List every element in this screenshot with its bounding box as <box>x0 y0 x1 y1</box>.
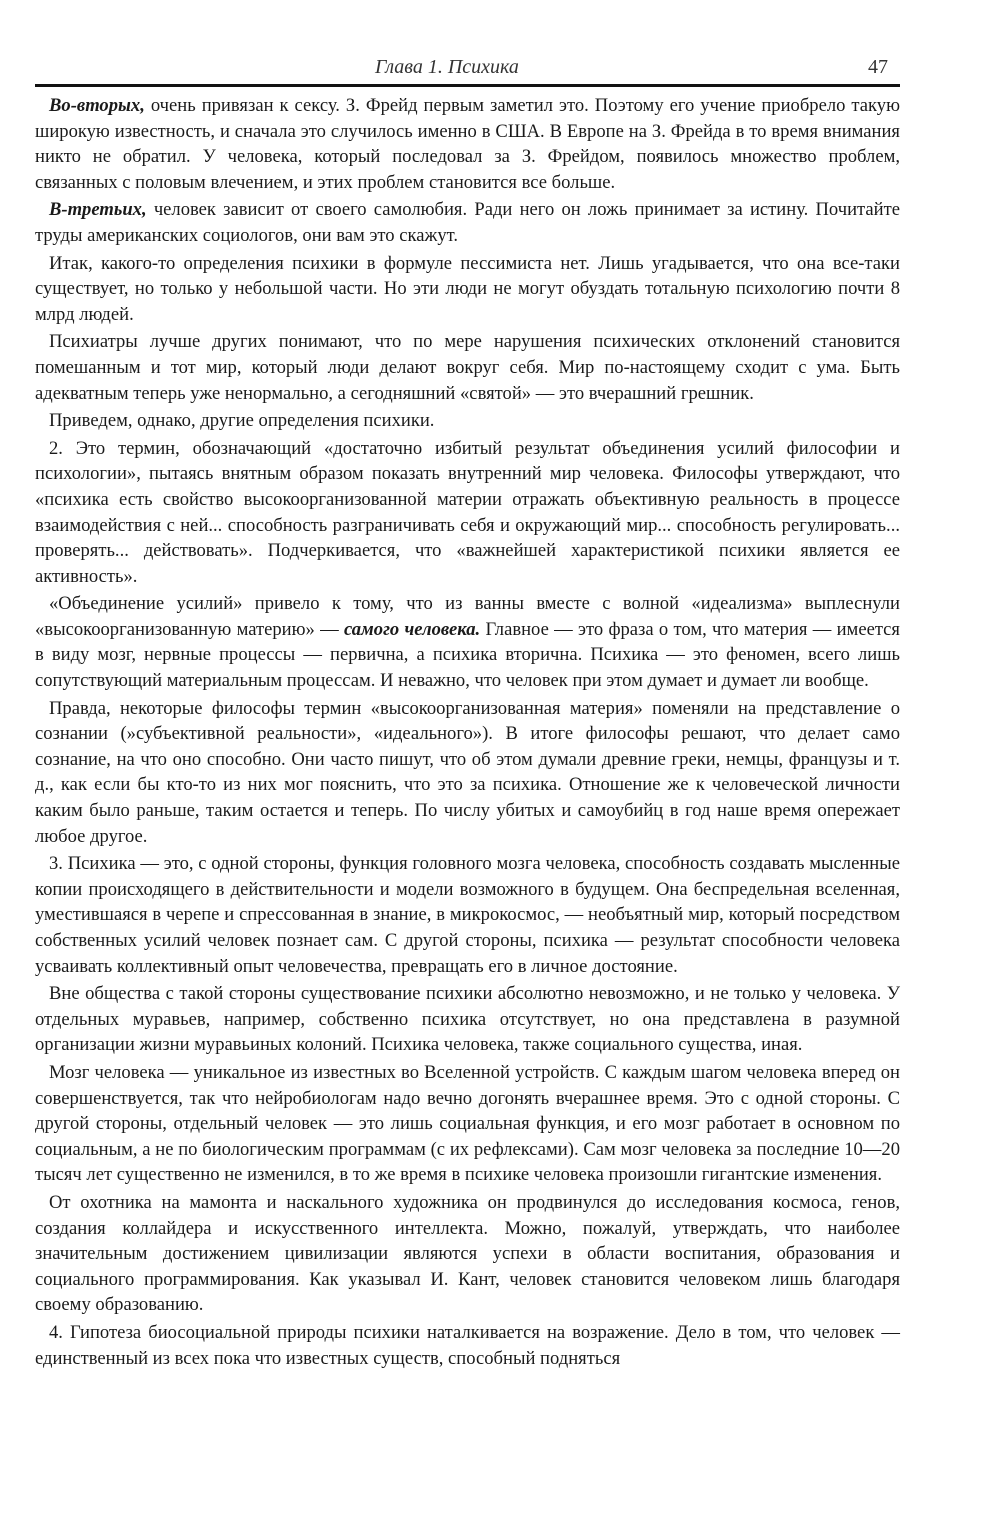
paragraph-lead: В-третьих, <box>49 199 147 221</box>
paragraph-text: 4. Гипотеза биосоциальной природы психики наталкивается на возражение. Дело в том, что человек — единственный из всех пока что известных существ, способный подняться <box>35 1321 900 1369</box>
paragraph-text: очень привязан к сексу. З. Фрейд первым заметил это. Поэтому его учение приобрело такую широкую известность, и сначала это случилось именно в США. В Европе на З. Фрейда в то время внимания никто не обратил. У человека, который последовал за З. Фрейдом, появилось множество проблем, связанных с половым влечением, и этих проблем становится все больше. <box>35 95 900 193</box>
paragraph <box>35 981 900 1058</box>
paragraph-text: Мозг человека — уникальное из известных во Вселенной устройств. С каждым шагом человека вперед он совершенствуется, так что нейробиологам надо вечно догонять вчерашнее время. Это с одной стороны. С другой стороны, отдельный человек — это лишь социальная функция, и его мозг работает в основном по социальным, а не по биологическим программам (с их рефлексами). Сам мозг человека за последние 10—20 тысяч лет существенно не изменился, в то же время в психике человека произошли гигантские изменения. <box>35 1061 900 1186</box>
emphasis: самого человека. <box>343 618 481 640</box>
running-header <box>35 50 900 84</box>
paragraph-text: 3. Психика — это, с одной стороны, функция головного мозга человека, способность создавать мысленные копии происходящего в действительности и модели возможного в будущем. Она беспредельная вселенная, уместившаяся в черепе и спрессованная в знание, в микрокосмос, — необъятный мир, который посредством собственных усилий человек познает сам. С другой стороны, психика — результат способности человека усваивать коллективный опыт человечества, превращать его в личное достояние. <box>35 853 900 977</box>
paragraph <box>35 696 900 850</box>
paragraph-text: 2. Это термин, обозначающий «достаточно избитый результат объединения усилий философии и психологии», пытаясь внятным образом показать внутренний мир человека. Философы утверждают, что «психика есть свойство высокоорганизованной материи отражать объективную реальность в процессе взаимодействия с ней... способность разграничивать себя и окружающий мир... способность регулировать... проверять... действовать». Подчеркивается, что «важнейшей характеристикой психики является ее активность». <box>35 437 900 587</box>
paragraph-text: человек зависит от своего самолюбия. Ради него он ложь принимает за истину. Почитайте труды американских социологов, они вам это скажут. <box>35 199 900 246</box>
paragraph-text: Приведем, однако, другие определения психики. <box>49 410 435 432</box>
paragraph <box>35 851 900 979</box>
paragraph-text: Правда, некоторые философы термин «высокоорганизованная материя» поменяли на представление о сознании (»субъективной реальности», «идеального»). В итоге философы решают, что делает само сознание, на что оно способно. Они часто пишут, что об этом думали древние греки, немцы, французы и т. д., как если бы кто-то из них мог пояснить, что это за психика. Отношение же к человеческой личности каким было раньше, таким остается и теперь. По числу убитых и самоубийц в год наше время опережает любое другое. <box>35 697 900 847</box>
paragraph-text: Итак, какого-то определения психики в формуле пессимиста нет. Лишь угадывается, что она все-таки существует, но только у небольшой части. Но эти люди не могут обуздать тотальную психологию почти 8 млрд людей. <box>35 252 900 325</box>
paragraph-text: Психиатры лучше других понимают, что по мере нарушения психических отклонений становится помешанным и тот мир, который люди делают вокруг себя. Мир по-настоящему сходит с ума. Быть адекватным теперь уже ненормально, а сегодняшний «святой» — это вчерашний грешник. <box>35 331 900 404</box>
paragraph <box>35 197 900 248</box>
header-rule <box>35 84 900 87</box>
paragraph <box>35 591 900 693</box>
paragraph <box>35 408 900 434</box>
chapter-title: Глава 1. Психика <box>375 56 519 78</box>
paragraph <box>35 436 900 590</box>
paragraph-lead: Во-вторых, <box>49 95 145 116</box>
paragraph <box>35 93 900 195</box>
page-number: 47 <box>868 56 888 78</box>
paragraph <box>35 1190 900 1318</box>
paragraph <box>35 329 900 406</box>
paragraph <box>35 1060 900 1188</box>
paragraph-text: «Объединение усилий» привело к тому, что из ванны вместе с волной «идеализма» выплеснули «высокоорганизованную материю» — <box>35 593 900 640</box>
paragraph-text: Вне общества с такой стороны существование психики абсолютно невозможно, и не только у человека. У отдельных муравьев, например, собственно психика отсутствует, но она представлена в разумной организации жизни муравьиных колоний. Психика человека, также социального существа, иная. <box>35 983 900 1056</box>
paragraph-text: Главное — это фраза о том, что материя — имеется в виду мозг, нервные процессы — первична, а психика вторична. Психика — это феномен, всего лишь сопутствующий материальным процессам. И неважно, что человек при этом думает и думает ли вообще. <box>35 618 900 692</box>
body-text <box>35 93 900 1373</box>
paragraph-text: От охотника на мамонта и наскального художника он продвинулся до исследования космоса, генов, создания коллайдера и искусственного интеллекта. Можно, пожалуй, утверждать, что наиболее значительным достижением цивилизации являются успехи в области воспитания, образования и социального программирования. Как указывал И. Кант, человек становится человеком лишь благодаря своему образованию. <box>35 1191 900 1316</box>
paragraph <box>35 251 900 328</box>
paragraph <box>35 1320 900 1371</box>
book-page <box>35 0 900 1537</box>
